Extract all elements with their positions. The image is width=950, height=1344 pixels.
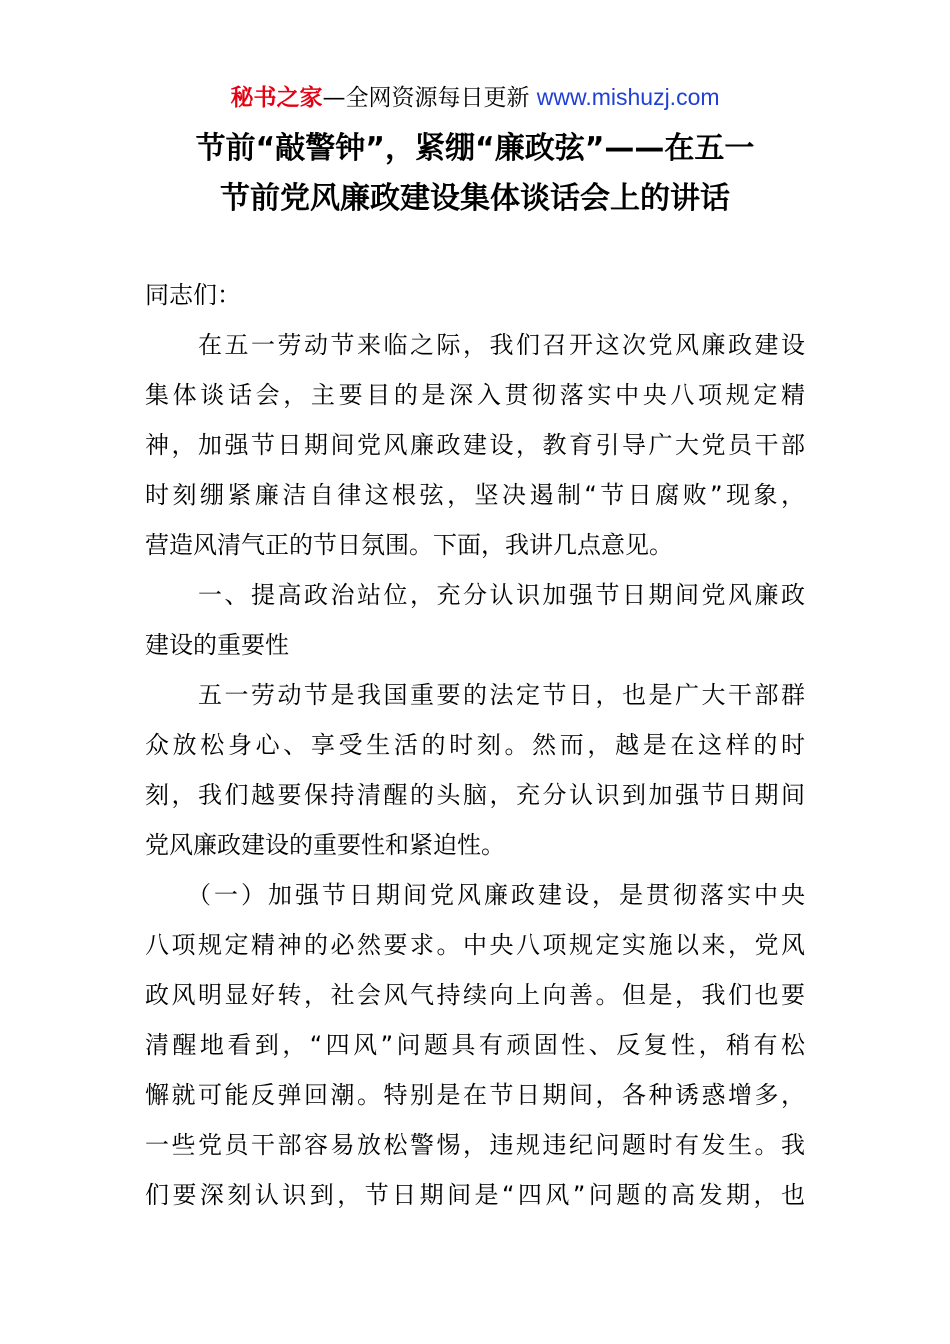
section-heading-line: 一、提高政治站位，充分认识加强节日期间党风廉政: [145, 581, 805, 609]
site-url-link[interactable]: www.mishuzj.com: [536, 84, 720, 110]
title-line-1: 节前“敲警钟”，紧绷“廉政弦”——在五一: [195, 131, 755, 166]
document-body: [145, 270, 805, 1220]
document-title: [0, 124, 950, 224]
text-line: 时刻绷紧廉洁自律这根弦，坚决遏制“节日腐败”现象，: [145, 481, 805, 509]
text-line: 政风明显好转，社会风气持续向上向善。但是，我们也要: [145, 981, 805, 1009]
site-tagline: —全网资源每日更新: [322, 85, 537, 111]
site-brand: 秘书之家: [230, 85, 323, 111]
text-line: 五一劳动节是我国重要的法定节日，也是广大干部群: [145, 681, 805, 709]
text-line: 集体谈话会，主要目的是深入贯彻落实中央八项规定精: [145, 381, 805, 409]
salutation: 同志们：: [145, 281, 241, 309]
text-line: 众放松身心、享受生活的时刻。然而，越是在这样的时: [145, 731, 805, 759]
title-line-2: 节前党风廉政建设集体谈话会上的讲话: [220, 181, 730, 216]
text-line: 一些党员干部容易放松警惕，违规违纪问题时有发生。我: [145, 1131, 805, 1159]
text-line: 神，加强节日期间党风廉政建设，教育引导广大党员干部: [145, 431, 805, 459]
section-heading-line: 建设的重要性: [145, 631, 289, 659]
text-line: 八项规定精神的必然要求。中央八项规定实施以来，党风: [145, 931, 805, 959]
text-line: （一）加强节日期间党风廉政建设，是贯彻落实中央: [145, 881, 805, 909]
text-line: 在五一劳动节来临之际，我们召开这次党风廉政建设: [145, 331, 805, 359]
text-line: 懈就可能反弹回潮。特别是在节日期间，各种诱惑增多，: [145, 1081, 805, 1109]
site-header: [0, 82, 950, 113]
text-line: 清醒地看到，“四风”问题具有顽固性、反复性，稍有松: [145, 1031, 805, 1059]
text-line: 营造风清气正的节日氛围。下面，我讲几点意见。: [145, 531, 673, 559]
text-line: 刻，我们越要保持清醒的头脑，充分认识到加强节日期间: [145, 781, 805, 809]
text-line: 们要深刻认识到，节日期间是“四风”问题的高发期，也: [145, 1181, 805, 1209]
text-line: 党风廉政建设的重要性和紧迫性。: [145, 831, 505, 859]
